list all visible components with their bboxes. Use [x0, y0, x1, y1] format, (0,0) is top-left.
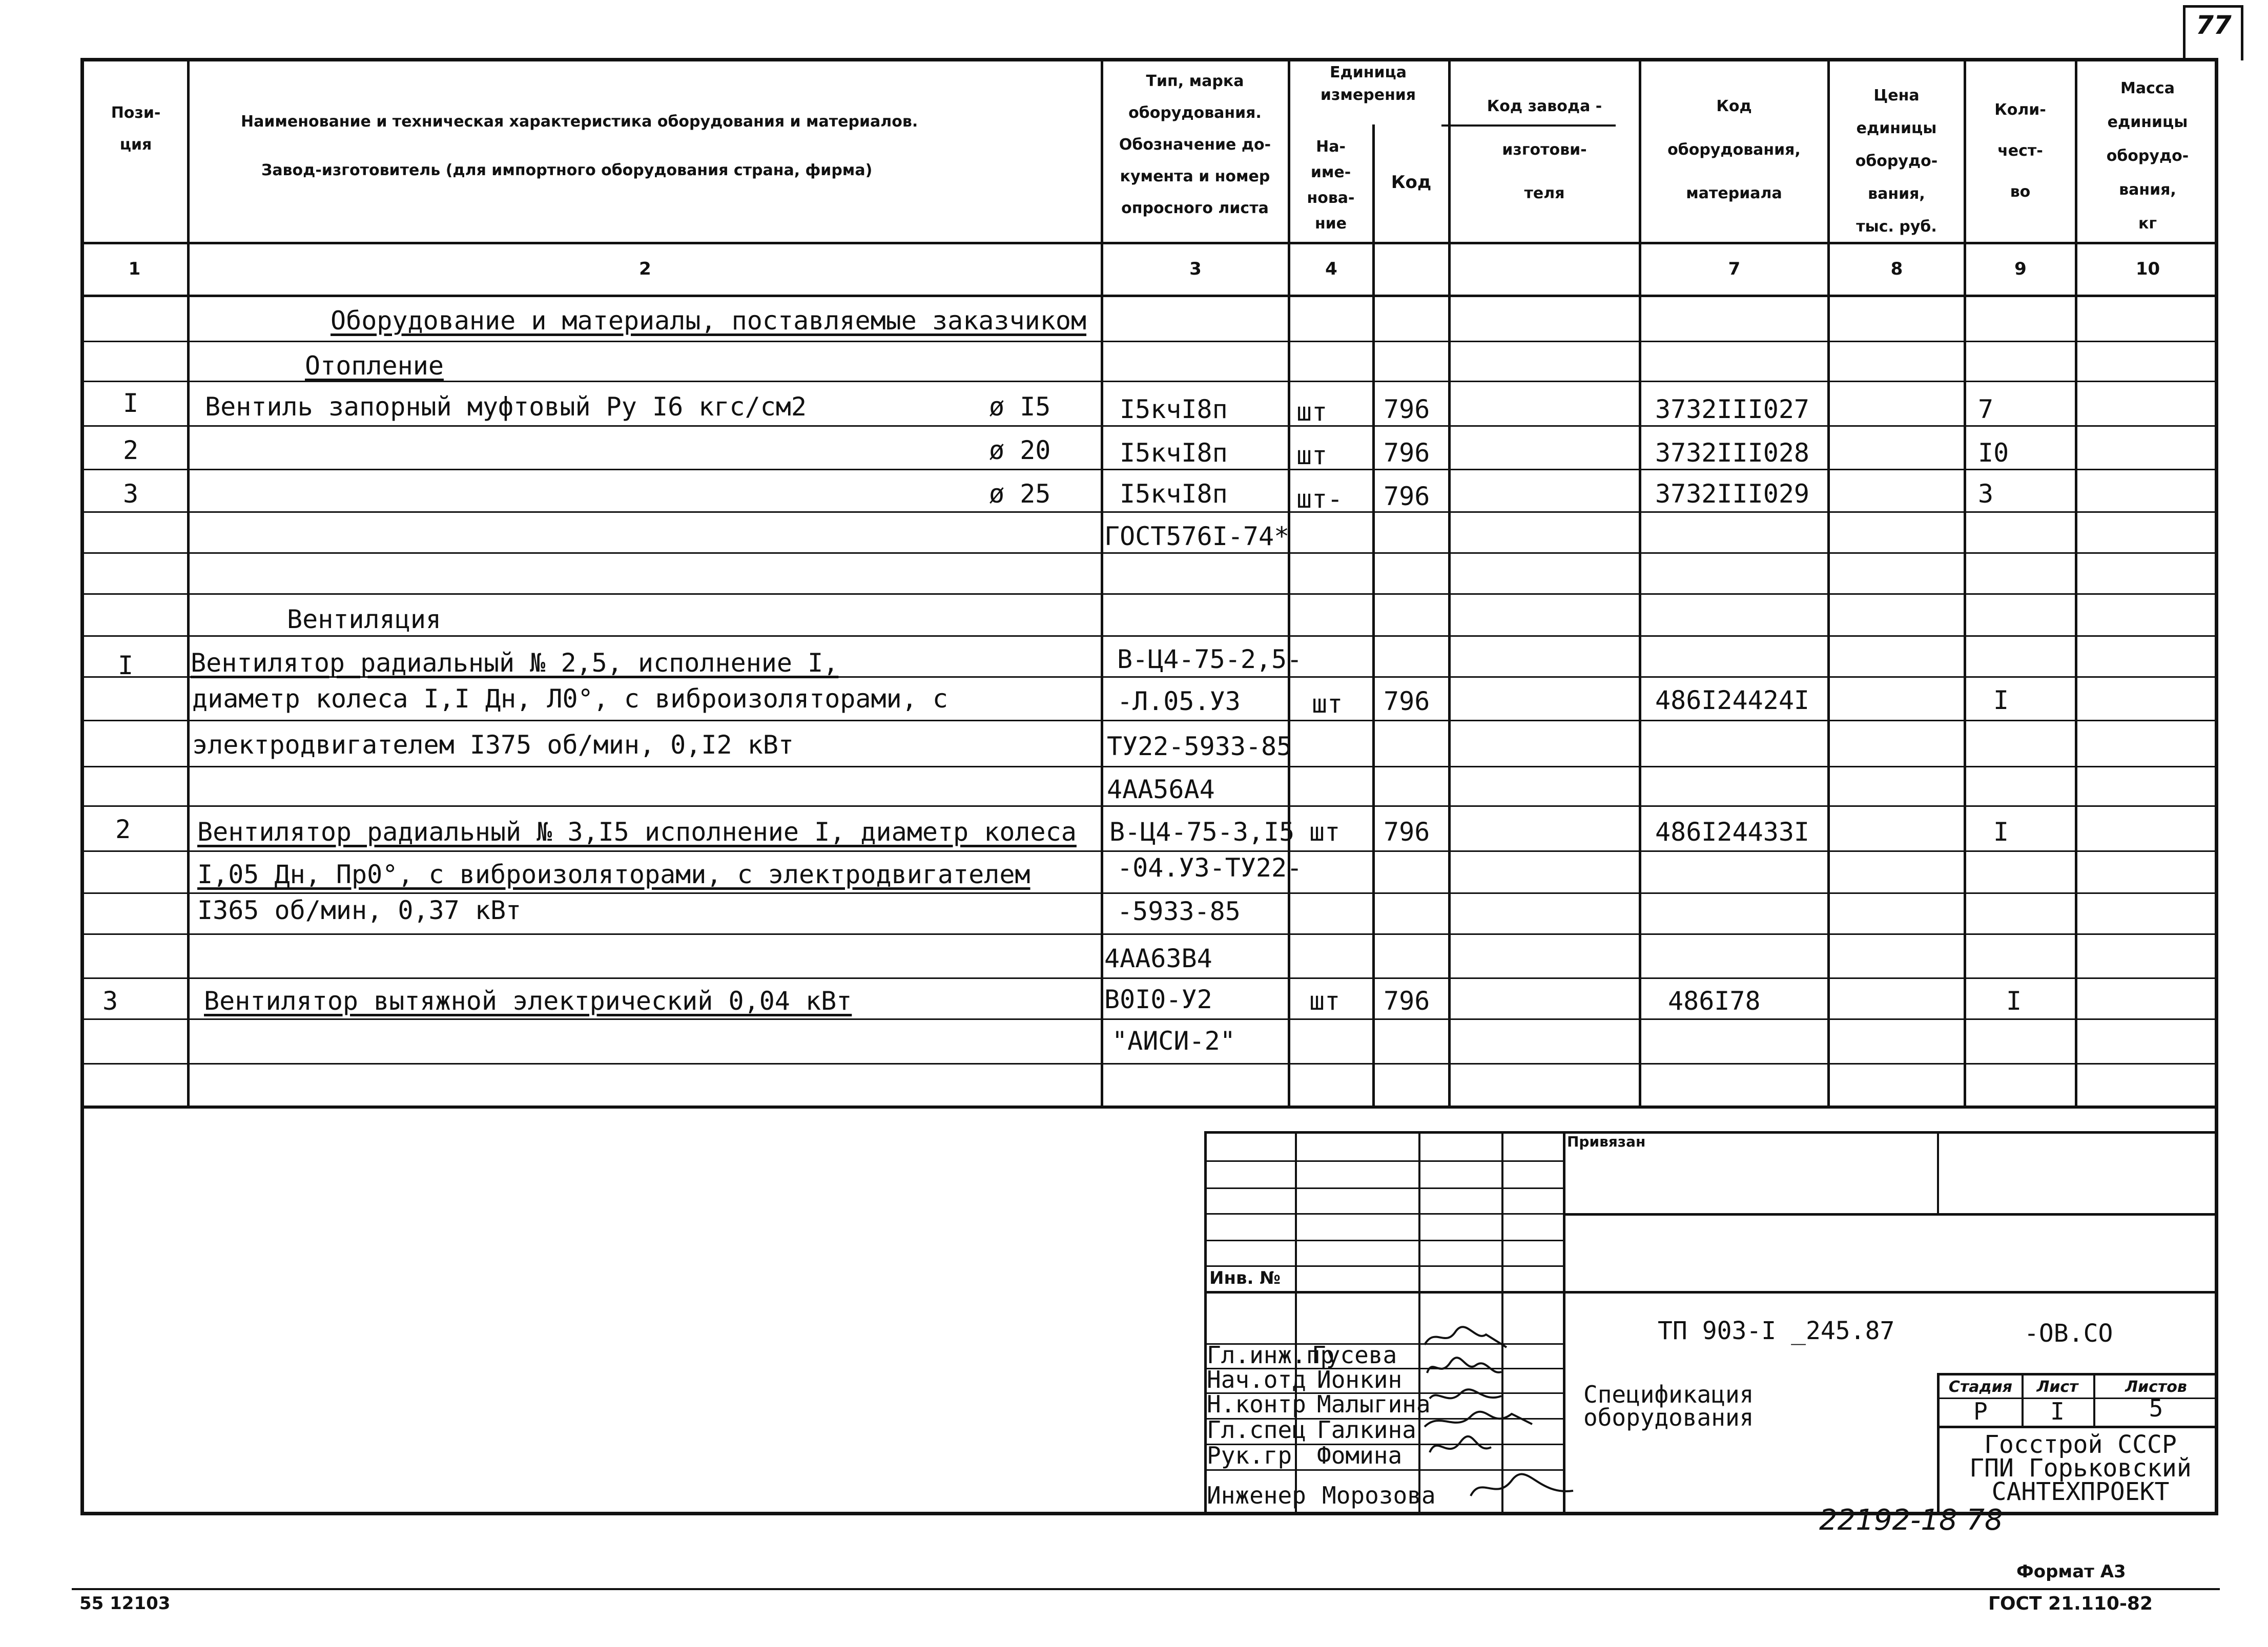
- col-number-4: 4: [1325, 259, 1337, 279]
- col-number-1: 1: [128, 259, 141, 279]
- col-number-8: 8: [1890, 259, 1903, 279]
- section-title-heating: Отопление: [305, 351, 444, 381]
- sheet-number: 77: [2196, 10, 2232, 40]
- vent-1-type4: 4АА56А4: [1107, 775, 1215, 804]
- signer-1-name: Гусева: [1312, 1341, 1397, 1369]
- sheet-value: I: [2050, 1398, 2065, 1425]
- heating-gost: ГОСТ576I-74*: [1104, 522, 1290, 551]
- vent-2-line1: Вентилятор радиальный № 3,I5 исполнение I, диаметр колеса: [197, 817, 1077, 847]
- vent-1-line3: электродвигателем I375 об/мин, 0,I2 кВт: [192, 730, 794, 760]
- document-code: ТП 903-I _245.87: [1658, 1317, 1895, 1345]
- signer-6-role: Инженер: [1207, 1482, 1306, 1509]
- header-unit-code: Код: [1391, 172, 1432, 193]
- heating-row-3-equip-code: 3732III029: [1655, 479, 1810, 509]
- vent-3-unit: шт: [1309, 986, 1341, 1016]
- bottom-left-code: 55 12103: [79, 1593, 171, 1614]
- col-number-2: 2: [639, 259, 651, 279]
- heating-row-3-qty: 3: [1978, 479, 1994, 509]
- heating-row-3-pos: 3: [123, 479, 139, 509]
- signer-3-name: Малыгина: [1317, 1390, 1431, 1418]
- signer-6-name: Морозова: [1322, 1482, 1436, 1509]
- organization-line1: Госстрой СССР: [1984, 1430, 2177, 1459]
- heating-row-2-type: I5кчI8п: [1120, 438, 1228, 468]
- vent-1-pos: I: [118, 651, 134, 680]
- bottom-rule: [72, 1588, 2220, 1590]
- header-unit-mass: Масса единицы оборудо- вания, кг: [2106, 79, 2189, 233]
- heating-row-1-qty: 7: [1978, 394, 1994, 424]
- sheets-value: 5: [2149, 1394, 2163, 1422]
- sheet-label: Лист: [2036, 1378, 2078, 1396]
- heating-row-3-diameter: ø 25: [989, 479, 1051, 509]
- header-unit-name: На- име- нова- ние: [1307, 138, 1355, 233]
- vent-2-type1: В-Ц4-75-3,I5: [1109, 817, 1295, 847]
- col-number-10: 10: [2135, 259, 2160, 279]
- header-equipment-code: Код оборудования, материала: [1667, 97, 1801, 202]
- heating-row-2-diameter: ø 20: [989, 435, 1051, 465]
- stage-label: Стадия: [1948, 1378, 2013, 1396]
- vent-1-line1: Вентилятор радиальный № 2,5, исполнение I,: [191, 648, 839, 678]
- vent-3-pos: 3: [102, 986, 118, 1016]
- vent-1-code: 796: [1384, 686, 1430, 716]
- format-label: Формат А3: [2016, 1561, 2126, 1582]
- vent-2-line3: I365 об/мин, 0,37 кВт: [197, 895, 522, 925]
- vent-2-equip-code: 486I24433I: [1655, 817, 1810, 847]
- heating-row-1-equip-code: 3732III027: [1655, 394, 1810, 424]
- signer-4-name: Галкина: [1317, 1416, 1416, 1444]
- header-unit-group: Единица измерения: [1320, 64, 1416, 104]
- vent-1-unit: шт: [1312, 689, 1343, 719]
- vent-3-code: 796: [1384, 986, 1430, 1016]
- vent-2-unit: шт: [1309, 817, 1341, 847]
- inv-number-label: Инв. №: [1209, 1268, 1281, 1288]
- header-quantity: Коли- чест- во: [1994, 101, 2046, 201]
- vent-1-line2: диаметр колеса I,I Дн, Л0°, с виброизоляторами, с: [192, 684, 949, 714]
- header-name-line1: Наименование и техническая характеристика оборудования и материалов.: [241, 113, 918, 131]
- signer-4-role: Гл.спец: [1207, 1416, 1306, 1444]
- privyazan-label: Привязан: [1567, 1133, 1646, 1150]
- header-position: Пози- ция: [111, 104, 161, 154]
- vent-1-type3: ТУ22-5933-85: [1107, 732, 1292, 761]
- vent-3-type1: В0I0-У2: [1104, 985, 1212, 1014]
- signer-5-name: Фомина: [1317, 1442, 1403, 1469]
- vent-1-type2: -Л.05.У3: [1117, 686, 1241, 716]
- vent-2-code: 796: [1384, 817, 1430, 847]
- heating-row-1-pos: I: [123, 388, 139, 418]
- document-title-line2: оборудования: [1583, 1404, 1754, 1431]
- header-name-line2: Завод-изготовитель (для импортного оборудования страна, фирма): [261, 161, 873, 179]
- vent-3-type2: "АИСИ-2": [1112, 1026, 1235, 1056]
- signer-2-name: Ионкин: [1317, 1366, 1403, 1393]
- vent-1-qty: I: [1993, 685, 2009, 715]
- vent-1-type1: В-Ц4-75-2,5-: [1117, 644, 1303, 674]
- organization-line2: ГПИ Горьковский: [1969, 1454, 2192, 1483]
- header-unit-price: Цена единицы оборудо- вания, тыс. руб.: [1855, 87, 1938, 236]
- section-title-main: Оборудование и материалы, поставляемые заказчиком: [331, 306, 1087, 336]
- vent-3-equip-code: 486I78: [1668, 986, 1761, 1016]
- heating-row-2-unit: шт: [1296, 441, 1328, 470]
- vent-3-qty: I: [2006, 986, 2022, 1016]
- document-title-line1: Спецификация: [1583, 1381, 1754, 1408]
- heating-row-1-type: I5кчI8п: [1120, 394, 1228, 424]
- vent-1-equip-code: 486I24424I: [1655, 685, 1810, 715]
- gost-label: ГОСТ 21.110-82: [1988, 1593, 2153, 1614]
- signer-5-role: Рук.гр: [1207, 1442, 1292, 1469]
- handwritten-number: 22192-18 78: [1819, 1504, 2003, 1537]
- header-type-mark: Тип, марка оборудования. Обозначение до- кумента и номер опросного листа: [1119, 72, 1271, 217]
- vent-2-qty: I: [1993, 817, 2009, 847]
- heating-row-1-code: 796: [1384, 394, 1430, 424]
- col-number-9: 9: [2014, 259, 2027, 279]
- vent-2-line2: I,05 Дн, Пр0°, с виброизоляторами, с электродвигателем: [197, 860, 1030, 889]
- heating-row-1-name: Вентиль запорный муфтовый Ру I6 кгс/см2: [205, 392, 807, 422]
- document-code-suffix: -ОВ.СО: [2024, 1319, 2113, 1348]
- sheets-label: Листов: [2125, 1378, 2187, 1396]
- vent-2-type4: 4АА63В4: [1104, 944, 1212, 973]
- heating-row-2-qty: I0: [1978, 438, 2009, 468]
- header-plant-code: Код завода - изготови- теля: [1487, 97, 1602, 202]
- heating-row-3-unit: шт-: [1296, 484, 1343, 514]
- heating-row-1-unit: шт: [1296, 397, 1328, 427]
- vent-2-type3: -5933-85: [1117, 897, 1241, 926]
- section-title-ventilation: Вентиляция: [287, 604, 442, 634]
- vent-2-type2: -04.У3-ТУ22-: [1117, 853, 1303, 883]
- signer-3-role: Н.контр: [1207, 1390, 1306, 1418]
- organization-line3: САНТЕХПРОЕКТ: [1991, 1477, 2170, 1506]
- signer-1-role: Гл.инж.пр: [1207, 1341, 1335, 1369]
- heating-row-3-type: I5кчI8п: [1120, 479, 1228, 509]
- signer-2-role: Нач.отд: [1207, 1366, 1306, 1393]
- col-number-3: 3: [1189, 259, 1202, 279]
- heating-row-2-code: 796: [1384, 438, 1430, 468]
- stage-value: Р: [1973, 1398, 1988, 1425]
- heating-row-2-pos: 2: [123, 435, 139, 465]
- heating-row-1-diameter: ø I5: [989, 392, 1051, 422]
- col-number-7: 7: [1728, 259, 1741, 279]
- vent-3-name: Вентилятор вытяжной электрический 0,04 кВт: [204, 986, 852, 1016]
- vent-2-pos: 2: [115, 815, 131, 844]
- heating-row-3-code: 796: [1384, 482, 1430, 511]
- signatures-graphic: [1419, 1306, 1583, 1521]
- heating-row-2-equip-code: 3732III028: [1655, 438, 1810, 468]
